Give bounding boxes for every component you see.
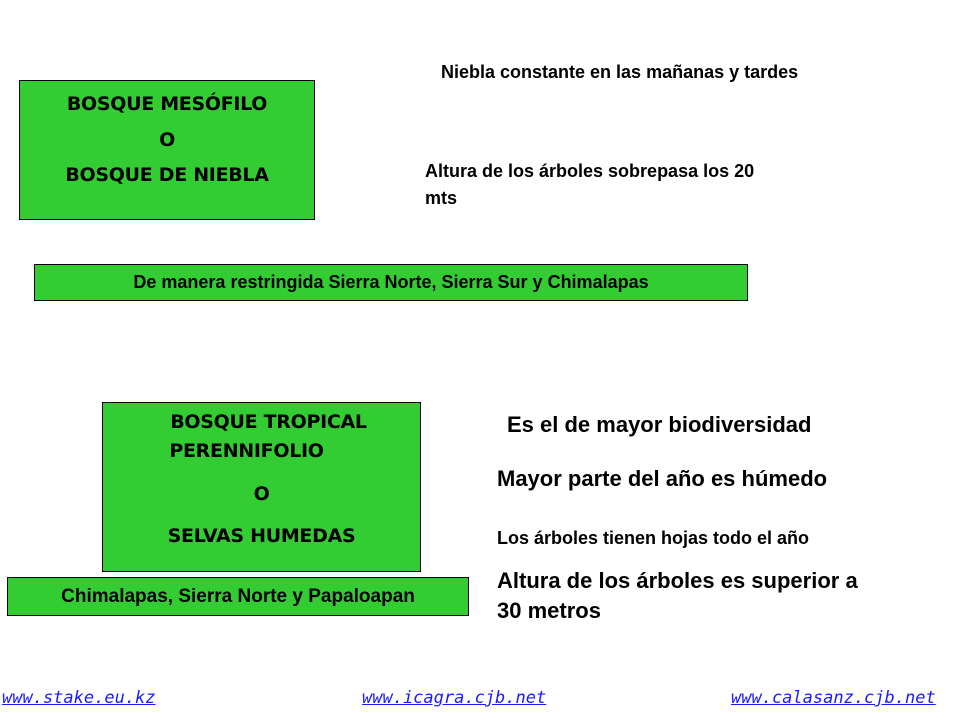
distribution-bar-2: Chimalapas, Sierra Norte y Papaloapan [7, 577, 469, 616]
tree-height-note-2-line2: 30 metros [497, 598, 601, 623]
footer-link-calasanz[interactable]: www.calasanz.cjb.net [731, 688, 936, 708]
box2-title-line2: PERENNIFOLIO [169, 440, 324, 462]
box2-title-line4: SELVAS HUMEDAS [167, 525, 356, 547]
footer-link-icagra[interactable]: www.icagra.cjb.net [362, 688, 547, 708]
biodiversity-note: Es el de mayor biodiversidad [507, 412, 812, 437]
box2-title-line3: O [253, 483, 270, 505]
box1-title-line2: O [159, 129, 175, 151]
humid-note: Mayor parte del año es húmedo [497, 466, 828, 491]
distribution-bar-1: De manera restringida Sierra Norte, Sierra Sur y Chimalapas [34, 264, 748, 301]
tree-height-note-1-line2: mts [425, 188, 458, 208]
footer-link-stake[interactable]: www.stake.eu.kz [2, 688, 156, 708]
tree-height-note-2-line1: Altura de los árboles es superior a [497, 568, 858, 593]
tree-height-note-1-line1: Altura de los árboles sobrepasa los 20 [425, 161, 755, 181]
bosque-tropical-box [102, 402, 421, 572]
box1-title-line1: BOSQUE MESÓFILO [66, 93, 268, 115]
leaves-note: Los árboles tienen hojas todo el año [497, 528, 810, 548]
bosque-mesofilo-box [19, 80, 315, 220]
tree-height-note-1 [425, 158, 754, 212]
fog-note: Niebla constante en las mañanas y tardes [441, 62, 799, 82]
tree-height-note-2 [497, 566, 858, 626]
box2-title-line1: BOSQUE TROPICAL [170, 411, 367, 433]
box1-title-line3: BOSQUE DE NIEBLA [65, 164, 269, 186]
